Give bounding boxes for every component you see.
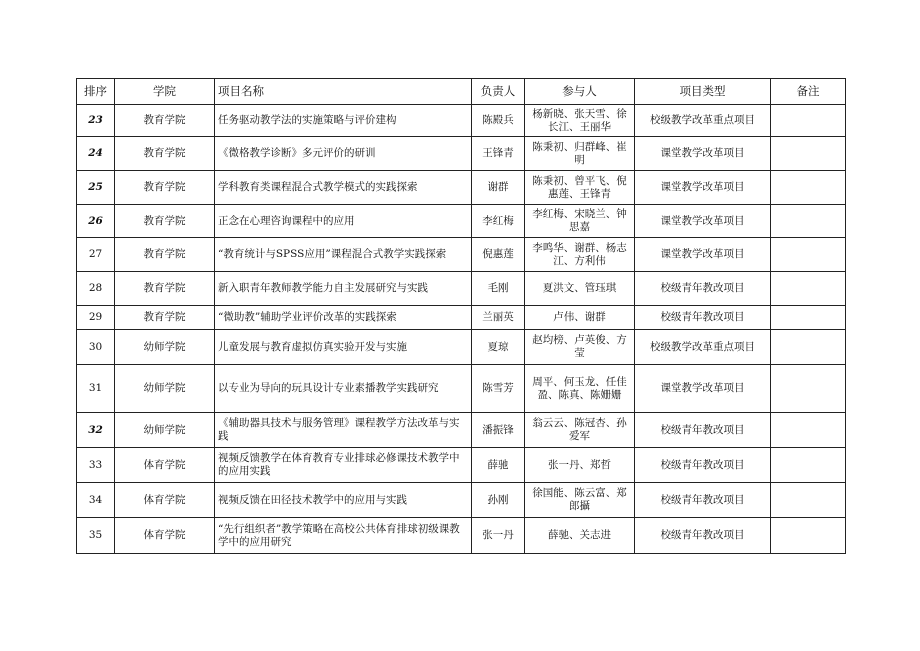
cell-members: 陈秉初、归群峰、崔明 <box>525 137 635 171</box>
cell-lead: 倪惠莲 <box>472 238 525 272</box>
cell-members: 赵均榜、卢英俊、方莹 <box>525 330 635 365</box>
cell-members: 徐国能、陈云富、郑郎攝 <box>525 483 635 518</box>
cell-type: 校级青年教改项目 <box>635 413 771 448</box>
cell-lead: 陈雪芳 <box>472 365 525 413</box>
cell-type: 课堂教学改革项目 <box>635 365 771 413</box>
cell-note <box>771 365 846 413</box>
table-row <box>77 105 846 137</box>
cell-college: 教育学院 <box>115 171 215 205</box>
table-body <box>77 105 846 554</box>
cell-college: 教育学院 <box>115 238 215 272</box>
cell-type: 课堂教学改革项目 <box>635 137 771 171</box>
cell-no: 25 <box>77 171 115 205</box>
table-row <box>77 205 846 238</box>
cell-members: 李鸣华、谢群、杨志江、方利伟 <box>525 238 635 272</box>
cell-lead: 谢群 <box>472 171 525 205</box>
header-project-name: 项目名称 <box>215 79 472 105</box>
cell-members: 杨新晓、张天雪、徐长江、王丽华 <box>525 105 635 137</box>
cell-lead: 兰丽英 <box>472 306 525 330</box>
cell-type: 校级教学改革重点项目 <box>635 330 771 365</box>
cell-project-name: “微助教”辅助学业评价改革的实践探索 <box>215 306 472 330</box>
table-row <box>77 448 846 483</box>
cell-no: 34 <box>77 483 115 518</box>
cell-note <box>771 483 846 518</box>
cell-no: 33 <box>77 448 115 483</box>
cell-lead: 陈殿兵 <box>472 105 525 137</box>
cell-members: 翁云云、陈冠杏、孙爱军 <box>525 413 635 448</box>
table-row <box>77 171 846 205</box>
cell-no: 29 <box>77 306 115 330</box>
table-row <box>77 137 846 171</box>
cell-college: 教育学院 <box>115 306 215 330</box>
cell-no: 24 <box>77 137 115 171</box>
cell-college: 教育学院 <box>115 105 215 137</box>
cell-project-name: 正念在心理咨询课程中的应用 <box>215 205 472 238</box>
cell-members: 卢伟、谢群 <box>525 306 635 330</box>
cell-no: 26 <box>77 205 115 238</box>
cell-project-name: 任务驱动教学法的实施策略与评价建构 <box>215 105 472 137</box>
cell-note <box>771 137 846 171</box>
cell-project-name: 新入职青年教师教学能力自主发展研究与实践 <box>215 272 472 306</box>
cell-type: 校级青年教改项目 <box>635 272 771 306</box>
table-row <box>77 365 846 413</box>
cell-no: 28 <box>77 272 115 306</box>
cell-college: 幼师学院 <box>115 365 215 413</box>
cell-note <box>771 272 846 306</box>
header-note: 备注 <box>771 79 846 105</box>
cell-project-name: 视频反馈教学在体育教育专业排球必修课技术教学中的应用实践 <box>215 448 472 483</box>
cell-college: 教育学院 <box>115 205 215 238</box>
cell-members: 李红梅、宋晓兰、钟思嘉 <box>525 205 635 238</box>
cell-type: 课堂教学改革项目 <box>635 171 771 205</box>
cell-college: 教育学院 <box>115 272 215 306</box>
cell-note <box>771 306 846 330</box>
header-lead: 负责人 <box>472 79 525 105</box>
cell-project-name: “先行组织者”教学策略在高校公共体育排球初级课教学中的应用研究 <box>215 518 472 554</box>
cell-project-name: 儿童发展与教育虚拟仿真实验开发与实施 <box>215 330 472 365</box>
cell-type: 校级青年教改项目 <box>635 306 771 330</box>
cell-note <box>771 105 846 137</box>
cell-type: 校级青年教改项目 <box>635 518 771 554</box>
cell-project-name: 《微格教学诊断》多元评价的研训 <box>215 137 472 171</box>
cell-note <box>771 518 846 554</box>
cell-type: 校级教学改革重点项目 <box>635 105 771 137</box>
table-row <box>77 518 846 554</box>
cell-members: 陈秉初、曾平飞、倪惠莲、王锋青 <box>525 171 635 205</box>
header-college: 学院 <box>115 79 215 105</box>
header-no: 排序 <box>77 79 115 105</box>
project-table <box>76 78 846 554</box>
cell-project-name: 学科教育类课程混合式教学模式的实践探索 <box>215 171 472 205</box>
cell-project-name: 视频反馈在田径技术教学中的应用与实践 <box>215 483 472 518</box>
cell-college: 体育学院 <box>115 518 215 554</box>
table-row <box>77 330 846 365</box>
cell-note <box>771 205 846 238</box>
cell-note <box>771 238 846 272</box>
cell-lead: 李红梅 <box>472 205 525 238</box>
header-row <box>77 79 846 105</box>
cell-college: 教育学院 <box>115 137 215 171</box>
table-row <box>77 306 846 330</box>
table-row <box>77 238 846 272</box>
header-type: 项目类型 <box>635 79 771 105</box>
cell-members: 夏洪文、管珏琪 <box>525 272 635 306</box>
cell-members: 张一丹、郑哲 <box>525 448 635 483</box>
cell-project-name: 以专业为导向的玩具设计专业素播教学实践研究 <box>215 365 472 413</box>
table-row <box>77 413 846 448</box>
cell-lead: 孙刚 <box>472 483 525 518</box>
cell-no: 31 <box>77 365 115 413</box>
cell-college: 体育学院 <box>115 483 215 518</box>
cell-type: 校级青年教改项目 <box>635 483 771 518</box>
cell-lead: 毛刚 <box>472 272 525 306</box>
cell-lead: 王锋青 <box>472 137 525 171</box>
cell-type: 课堂教学改革项目 <box>635 205 771 238</box>
cell-members: 薛驰、关志进 <box>525 518 635 554</box>
cell-no: 27 <box>77 238 115 272</box>
cell-no: 32 <box>77 413 115 448</box>
cell-note <box>771 448 846 483</box>
cell-note <box>771 330 846 365</box>
cell-lead: 潘振锋 <box>472 413 525 448</box>
table-row <box>77 483 846 518</box>
cell-no: 30 <box>77 330 115 365</box>
cell-note <box>771 171 846 205</box>
cell-college: 幼师学院 <box>115 413 215 448</box>
cell-no: 23 <box>77 105 115 137</box>
header-members: 参与人 <box>525 79 635 105</box>
table-row <box>77 272 846 306</box>
cell-note <box>771 413 846 448</box>
cell-type: 校级青年教改项目 <box>635 448 771 483</box>
cell-members: 周平、何玉龙、任佳盈、陈真、陈姗姗 <box>525 365 635 413</box>
cell-project-name: 《辅助器具技术与服务管理》课程教学方法改革与实践 <box>215 413 472 448</box>
cell-lead: 薛驰 <box>472 448 525 483</box>
cell-college: 体育学院 <box>115 448 215 483</box>
cell-lead: 夏琼 <box>472 330 525 365</box>
cell-lead: 张一丹 <box>472 518 525 554</box>
cell-project-name: “教育统计与SPSS应用”课程混合式教学实践探索 <box>215 238 472 272</box>
cell-type: 课堂教学改革项目 <box>635 238 771 272</box>
cell-college: 幼师学院 <box>115 330 215 365</box>
cell-no: 35 <box>77 518 115 554</box>
